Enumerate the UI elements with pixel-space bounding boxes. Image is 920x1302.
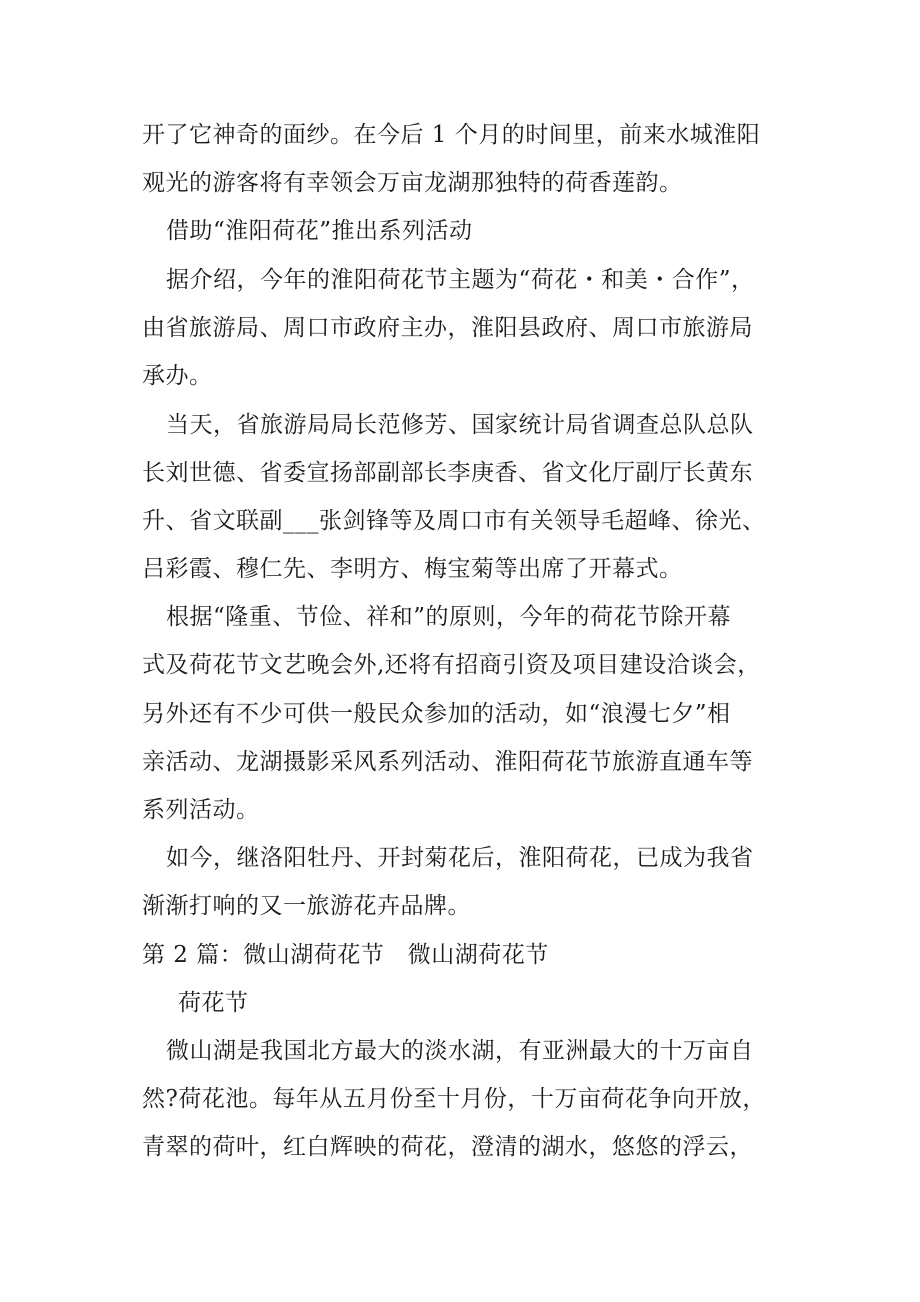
paragraph-line: 由省旅游局、周口市政府主办，淮阳县政府、周口市旅游局 [142,315,753,341]
paragraph-line: 吕彩霞、穆仁先、李明方、梅宝菊等出席了开幕式。 [142,556,683,582]
paragraph-line: 根据“隆重、节俭、祥和”的原则，今年的荷花节除开幕 [166,604,732,630]
paragraph-line: 当天，省旅游局局长范修芳、国家统计局省调查总队总队 [166,412,754,438]
paragraph-line: 亲活动、龙湖摄影采风系列活动、淮阳荷花节旅游直通车等 [142,749,753,775]
article-heading: 第 2 篇：微山湖荷花节 微山湖荷花节 [142,942,549,968]
paragraph-line: 式及荷花节文艺晚会外,还将有招商引资及项目建设洽谈会， [142,652,761,678]
paragraph-line: 长刘世德、省委宣扬部副部长李庚香、省文化厅副厅长黄东 [142,460,753,486]
article-subtitle: 荷花节 [178,990,249,1016]
paragraph-line: 系列活动。 [142,797,260,823]
paragraph-line: 青翠的荷叶，红白辉映的荷花，澄清的湖水，悠悠的浮云， [142,1134,753,1160]
paragraph-line: 升、省文联副___张剑锋等及周口市有关领导毛超峰、徐光、 [142,508,766,534]
paragraph-line: 如今，继洛阳牡丹、开封菊花后，淮阳荷花，已成为我省 [166,845,754,871]
paragraph-line: 然?荷花池。每年从五月份至十月份，十万亩荷花争向开放， [142,1086,766,1112]
paragraph-line: 另外还有不少可供一般民众参加的活动，如“浪漫七夕”相 [142,701,731,727]
section-subheading: 借助“淮阳荷花”推出系列活动 [166,218,473,244]
paragraph-line: 开了它神奇的面纱。在今后 1 个月的时间里，前来水城淮阳 [142,122,761,148]
paragraph-line: 微山湖是我国北方最大的淡水湖，有亚洲最大的十万亩自 [166,1038,754,1064]
paragraph-line: 观光的游客将有幸领会万亩龙湖那独特的荷香莲韵。 [142,170,683,196]
paragraph-line: 渐渐打响的又一旅游花卉品牌。 [142,893,471,919]
paragraph-line: 据介绍，今年的淮阳荷花节主题为“荷花・和美・合作”， [166,267,755,293]
paragraph-line: 承办。 [142,363,213,389]
